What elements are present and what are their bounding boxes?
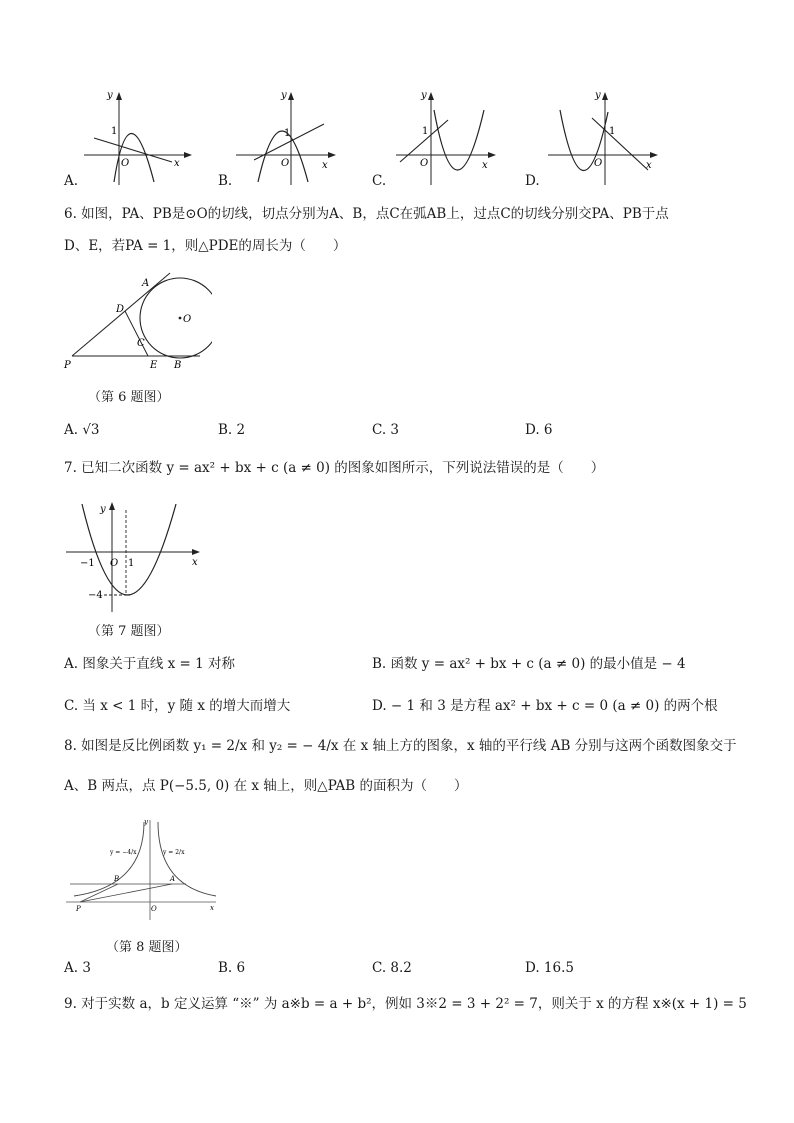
q7-label-1: 1	[128, 558, 135, 569]
q8-label-y2: y = −4/x	[110, 849, 137, 856]
q8-label-p: P	[76, 905, 81, 913]
q9-stem: 9. 对于实数 a，b 定义运算 “※” 为 a※b = a + b²，例如 3※2 = 3 + 2² = 7，则关于 x 的方程 x※(x + 1) = 5	[64, 996, 747, 1012]
q5-option-d[interactable]: D.	[525, 173, 540, 189]
svg-text:x: x	[646, 160, 652, 171]
q7-option-a[interactable]: A. 图象关于直线 x = 1 对称	[64, 656, 236, 672]
q6-figure-caption: （第 6 题图）	[88, 390, 170, 405]
q8-label-y: y	[144, 818, 148, 826]
q6-figure	[62, 268, 212, 374]
svg-text:1: 1	[422, 126, 429, 137]
q7-label-y: y	[100, 504, 106, 515]
q6-option-a[interactable]: A. √3	[64, 422, 100, 438]
q8-label-a: A	[170, 875, 176, 883]
svg-text:1: 1	[284, 128, 291, 139]
q6-stem-line2: D、E，若PA = 1，则△PDE的周长为（ ）	[64, 238, 347, 254]
q5-option-c[interactable]: C.	[372, 173, 387, 189]
q8-label-x: x	[210, 904, 214, 912]
q6-label-a: A	[142, 278, 150, 289]
q8-option-d[interactable]: D. 16.5	[525, 960, 574, 976]
q7-label-x: x	[192, 557, 198, 568]
svg-text:x: x	[322, 160, 328, 171]
q7-label-o: O	[110, 558, 119, 569]
svg-text:x: x	[174, 158, 180, 169]
q5-graph-a	[84, 90, 194, 185]
q5-option-a[interactable]: A.	[64, 173, 79, 189]
q7-option-b[interactable]: B. 函数 y = ax² + bx + c (a ≠ 0) 的最小值是 − 4	[372, 656, 686, 672]
svg-text:1: 1	[111, 126, 118, 137]
q5-graph-b	[236, 90, 336, 185]
q5-option-b[interactable]: B.	[218, 173, 233, 189]
q6-option-b[interactable]: B. 2	[218, 422, 246, 438]
q8-stem-line1: 8. 如图是反比例函数 y₁ = 2/x 和 y₂ = − 4/x 在 x 轴上方的图象，x 轴的平行线 AB 分别与这两个函数图象交于	[64, 738, 737, 754]
svg-text:y: y	[281, 90, 287, 101]
q8-figure-caption: （第 8 题图）	[106, 940, 188, 955]
q8-stem-line2: A、B 两点，点 P(−5.5, 0) 在 x 轴上，则△PAB 的面积为（ ）	[64, 778, 468, 794]
svg-text:O: O	[420, 158, 429, 169]
svg-text:y: y	[421, 90, 427, 101]
q8-label-y1: y = 2/x	[163, 849, 185, 856]
q6-label-b: B	[174, 360, 182, 371]
q6-label-e: E	[150, 360, 158, 371]
q6-label-p: P	[64, 360, 71, 371]
q8-option-c[interactable]: C. 8.2	[372, 960, 412, 976]
q7-stem: 7. 已知二次函数 y = ax² + bx + c (a ≠ 0) 的图象如图所示，下列说法错误的是（ ）	[64, 460, 605, 476]
q8-option-b[interactable]: B. 6	[218, 960, 246, 976]
svg-text:O: O	[281, 158, 290, 169]
q6-stem-line1: 6. 如图，PA、PB是⊙O的切线，切点分别为A、B，点C在弧AB上，过点C的切线分别交PA、PB于点	[64, 206, 669, 222]
q6-option-c[interactable]: C. 3	[372, 422, 400, 438]
q6-option-d[interactable]: D. 6	[525, 422, 553, 438]
q6-label-d: D	[116, 304, 125, 315]
q7-label-neg4: −4	[88, 590, 103, 601]
q8-label-b: B	[114, 875, 120, 883]
q8-label-o: O	[151, 905, 157, 913]
svg-text:x: x	[482, 160, 488, 171]
svg-text:O: O	[121, 158, 130, 169]
q7-option-c[interactable]: C. 当 x < 1 时，y 随 x 的增大而增大	[64, 698, 291, 714]
svg-text:1: 1	[609, 126, 616, 137]
svg-text:y: y	[595, 90, 601, 101]
q7-label-neg1: −1	[80, 558, 95, 569]
svg-text:O: O	[594, 158, 603, 169]
q8-figure	[66, 816, 222, 920]
q6-label-c: C	[137, 338, 145, 349]
q8-option-a[interactable]: A. 3	[64, 960, 91, 976]
q5-graph-d	[548, 90, 660, 185]
q7-figure	[64, 500, 204, 612]
svg-text:y: y	[107, 90, 113, 101]
q5-graph-c	[396, 90, 496, 185]
q7-figure-caption: （第 7 题图）	[88, 624, 170, 639]
q6-label-o: O	[183, 314, 192, 325]
q7-option-d[interactable]: D. − 1 和 3 是方程 ax² + bx + c = 0 (a ≠ 0) 的两个根	[372, 698, 718, 714]
